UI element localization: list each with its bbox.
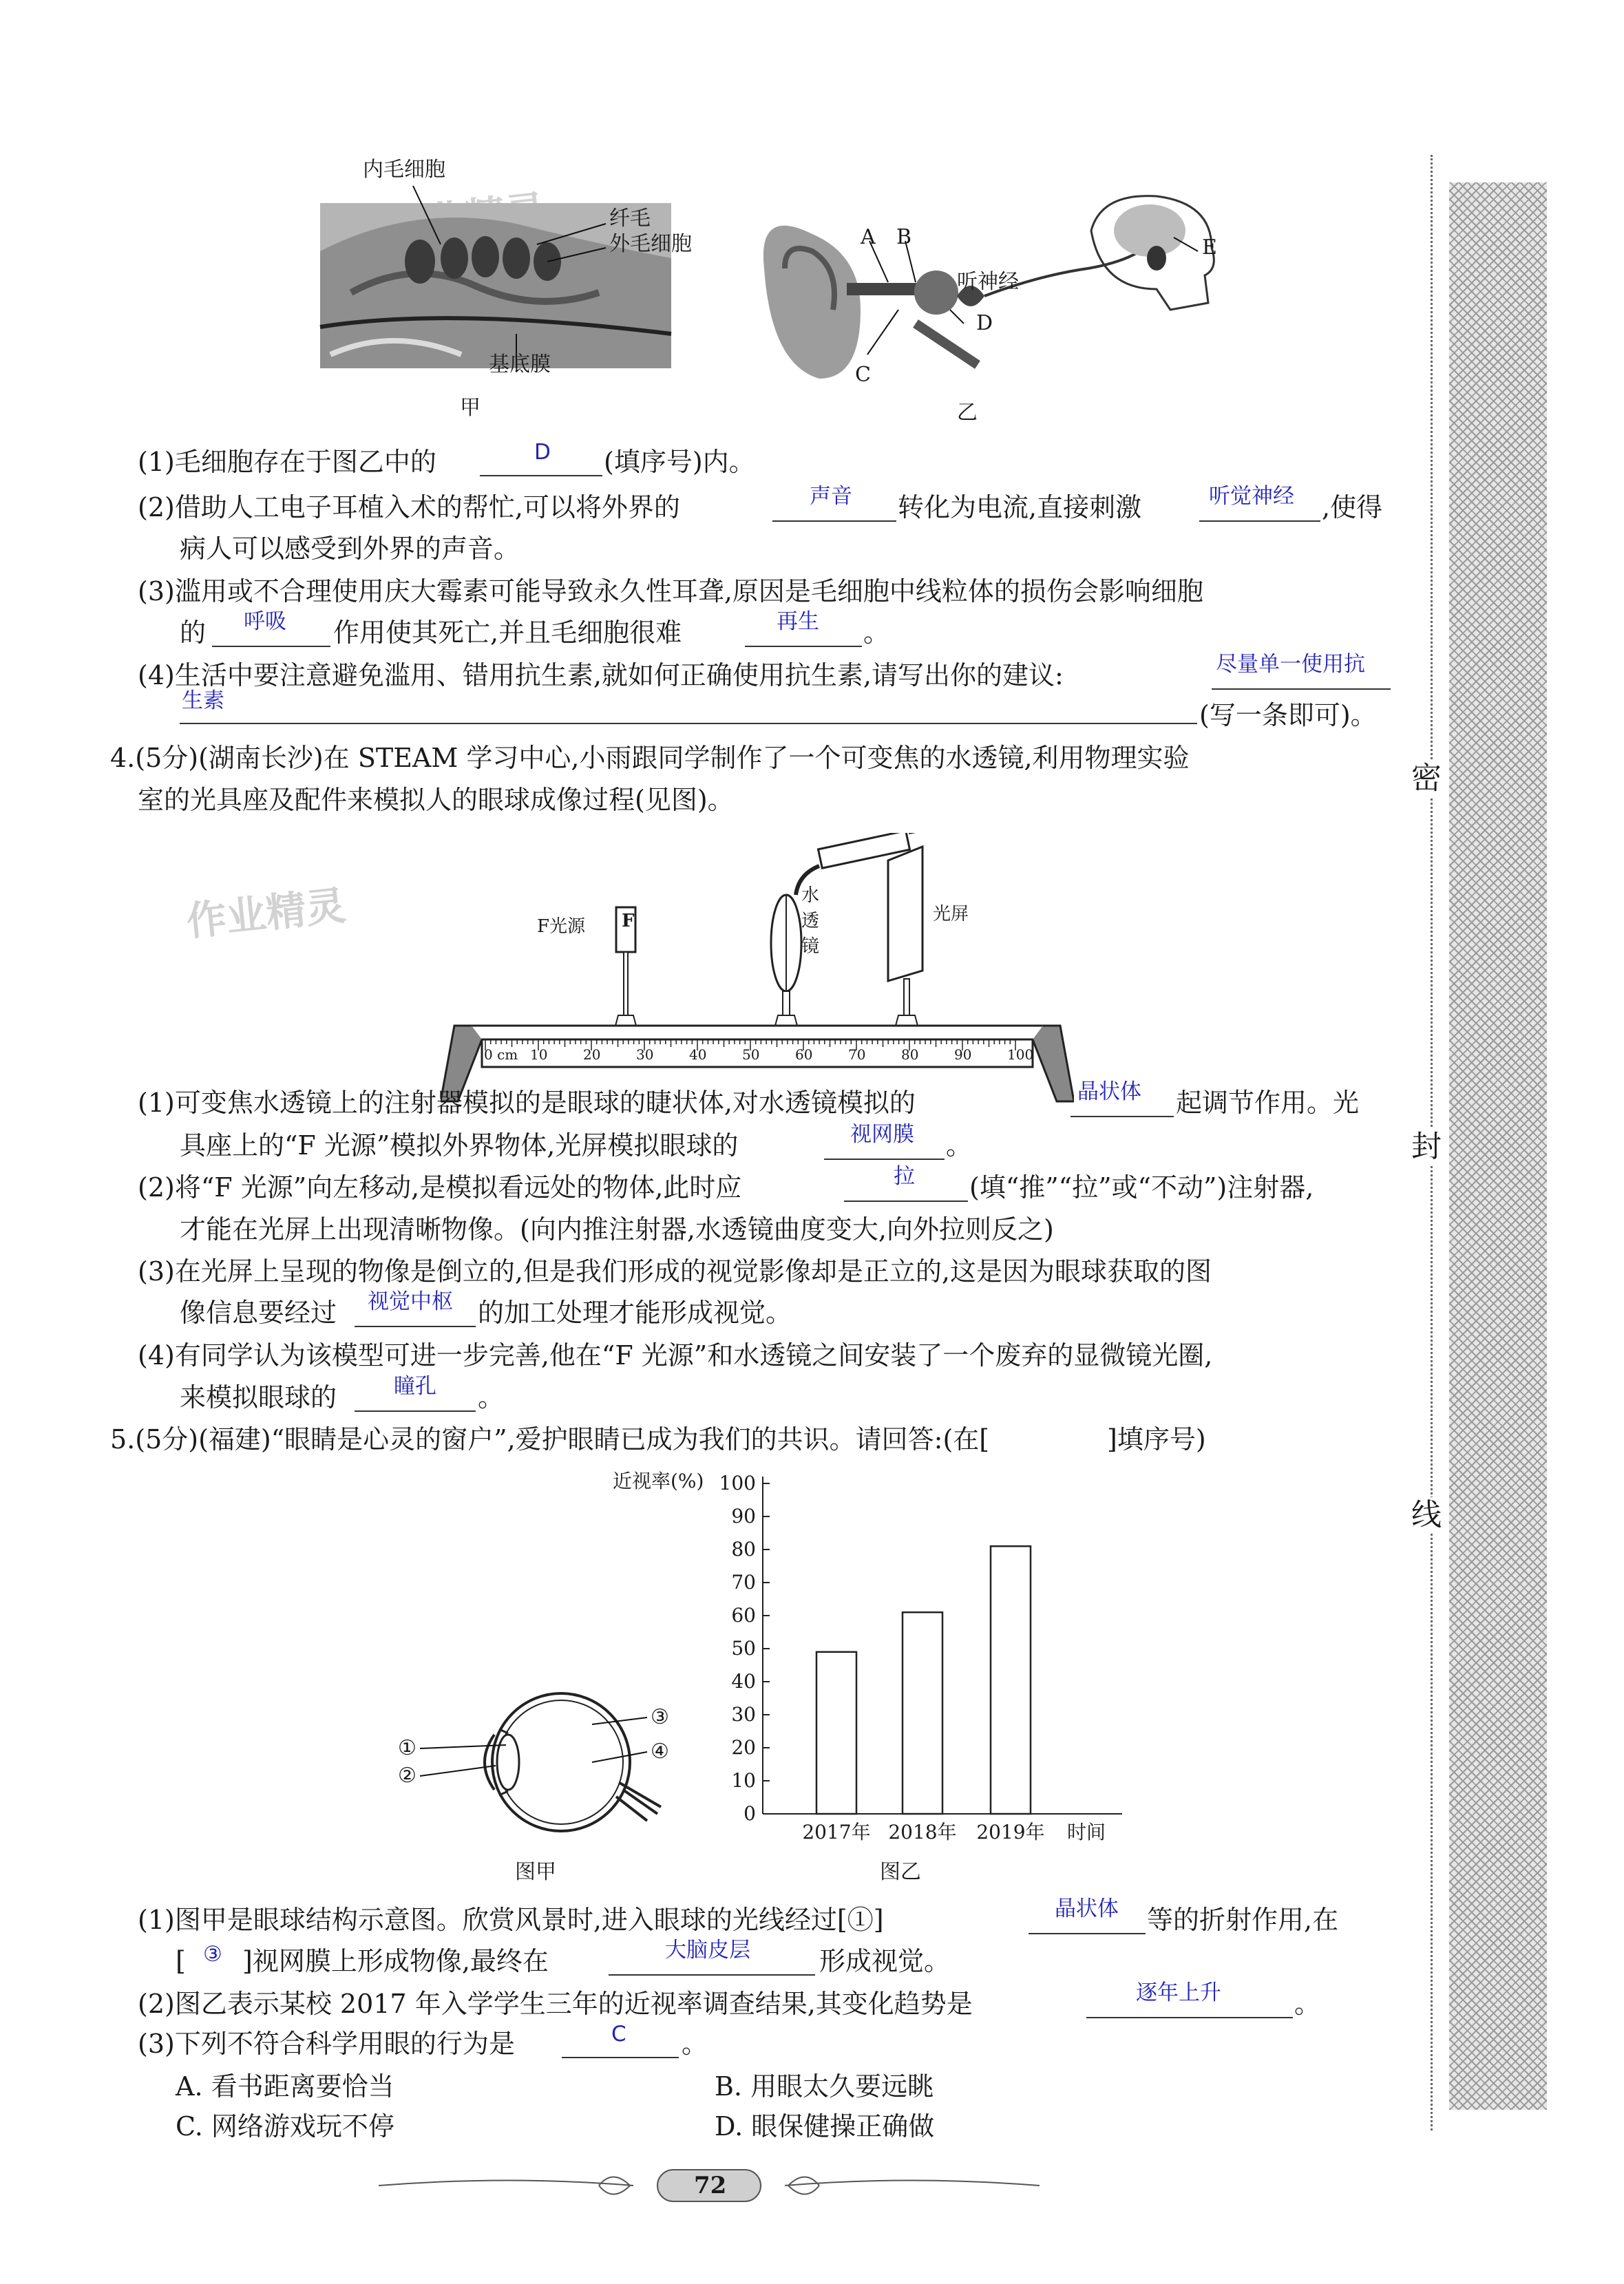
q3-s2-pre: (2)借助人工电子耳植入术的帮忙,可以将外界的 bbox=[138, 492, 680, 522]
figure-caption-yi: 乙 bbox=[957, 401, 978, 425]
scale-label: 50 bbox=[742, 1046, 760, 1063]
bar-2019年 bbox=[991, 1546, 1031, 1814]
label-basilar-membrane: 基底膜 bbox=[489, 352, 551, 377]
q3-s3-answer1: 呼吸 bbox=[244, 609, 286, 634]
figure-caption-eye: 图甲 bbox=[515, 1860, 556, 1884]
q4-s1-line2-pre: 具座上的“F 光源”模拟外界物体,光屏模拟眼球的 bbox=[180, 1130, 739, 1161]
answer-blank bbox=[355, 1326, 476, 1327]
q3-s4-answer1: 尽量单一使用抗 bbox=[1216, 652, 1365, 677]
figure-eye-jia bbox=[386, 1666, 702, 1865]
q4-s2-line2: 才能在光屏上出现清晰物像。(向内推注射器,水透镜曲度变大,向外拉则反之) bbox=[180, 1214, 1054, 1245]
q5-s2-answer: 逐年上升 bbox=[1136, 1980, 1221, 2005]
q3-s2-answer2: 听觉神经 bbox=[1209, 484, 1294, 509]
q5-s1-answer2: ③ bbox=[203, 1942, 222, 1967]
label-E: E bbox=[1202, 235, 1217, 260]
q3-s3-pre: 的 bbox=[180, 617, 207, 648]
answer-blank bbox=[480, 475, 602, 476]
answer-blank bbox=[824, 1159, 945, 1160]
label-f-source: F光源 bbox=[537, 916, 586, 937]
q4-s3-answer: 视觉中枢 bbox=[368, 1289, 453, 1314]
label-A: A bbox=[861, 225, 876, 249]
watermark: 作业精灵 bbox=[184, 882, 348, 945]
y-tick-label: 100 bbox=[719, 1472, 756, 1494]
q4-s1-answer2: 视网膜 bbox=[850, 1122, 914, 1147]
scale-label: 60 bbox=[795, 1046, 813, 1063]
answer-blank bbox=[562, 2057, 679, 2058]
q4-s3-post: 的加工处理才能形成视觉。 bbox=[478, 1298, 792, 1328]
scale-label: 40 bbox=[689, 1046, 707, 1063]
q5-s3-post: 。 bbox=[682, 2029, 708, 2059]
figure-cochlea-jia bbox=[310, 148, 682, 437]
label-lens-char2: 透 bbox=[801, 911, 820, 931]
y-tick-label: 0 bbox=[744, 1802, 756, 1825]
y-tick-label: 70 bbox=[731, 1571, 756, 1594]
scale-label: 30 bbox=[636, 1046, 654, 1063]
seal-char-xian: 线 bbox=[1404, 1497, 1448, 1534]
scale-label: 20 bbox=[583, 1046, 601, 1063]
scale-label: 100 bbox=[1007, 1046, 1034, 1063]
q4-s1-line2-post: 。 bbox=[946, 1130, 973, 1161]
q4-s3-line1: (3)在光屏上呈现的物像是倒立的,但是我们形成的视觉影像却是正立的,这是因为眼球获取的图 bbox=[138, 1256, 1212, 1287]
q3-s1-pre: (1)毛细胞存在于图乙中的 bbox=[138, 447, 436, 477]
q3-s3-mid: 作用使其死亡,并且毛细胞很难 bbox=[333, 617, 682, 648]
y-tick-label: 50 bbox=[731, 1637, 756, 1660]
answer-blank bbox=[1029, 1933, 1146, 1934]
answer-blank bbox=[745, 646, 862, 647]
answer-blank bbox=[212, 646, 330, 647]
x-tick-label: 2019年 bbox=[976, 1821, 1045, 1843]
bar-2018年 bbox=[903, 1612, 942, 1814]
q3-s3-answer2: 再生 bbox=[777, 609, 819, 634]
q4-s4-answer: 瞳孔 bbox=[394, 1374, 436, 1399]
q5-s1-answer: 晶状体 bbox=[1055, 1896, 1119, 1921]
label-D: D bbox=[976, 311, 993, 335]
myopia-bar-chart bbox=[709, 1466, 1136, 1852]
q3-s4-line1: (4)生活中要注意避免滥用、错用抗生素,就如何正确使用抗生素,请写出你的建议: bbox=[138, 660, 1064, 690]
label-lens-char3: 镜 bbox=[801, 936, 820, 957]
q3-s2-line2: 病人可以感受到外界的声音。 bbox=[180, 533, 520, 564]
y-tick-label: 90 bbox=[731, 1505, 756, 1527]
eye-label-1: ① bbox=[398, 1736, 416, 1760]
chart-ylabel: 近视率(%) bbox=[613, 1470, 704, 1492]
scale-label: 0 cm bbox=[484, 1046, 518, 1063]
option-c: C. 网络游戏玩不停 bbox=[176, 2111, 394, 2142]
answer-blank bbox=[355, 1410, 476, 1412]
option-d: D. 眼保健操正确做 bbox=[715, 2111, 935, 2142]
q3-s2-mid: 转化为电流,直接刺激 bbox=[898, 492, 1142, 522]
answer-blank bbox=[1086, 2017, 1293, 2018]
q5-s1-bracket-open: [ bbox=[176, 1946, 186, 1976]
option-b: B. 用眼太久要远眺 bbox=[715, 2071, 934, 2102]
q4-s4-line1: (4)有同学认为该模型可进一步完善,他在“F 光源”和水透镜之间安装了一个废弃的显微镜光圈, bbox=[138, 1340, 1213, 1371]
q5-s1-answer3: 大脑皮层 bbox=[665, 1938, 750, 1963]
label-B: B bbox=[896, 225, 912, 249]
q4-s1-answer: 晶状体 bbox=[1077, 1079, 1141, 1104]
q4-s1-pre: (1)可变焦水透镜上的注射器模拟的是眼球的睫状体,对水透镜模拟的 bbox=[138, 1088, 916, 1118]
answer-blank bbox=[1212, 688, 1391, 690]
x-tick-label: 2017年 bbox=[802, 1821, 871, 1843]
label-f-letter: F bbox=[622, 911, 635, 931]
q3-s1-post: (填序号)内。 bbox=[604, 447, 755, 477]
q5-s2-pre: (2)图乙表示某校 2017 年入学学生三年的近视率调查结果,其变化趋势是 bbox=[138, 1989, 973, 2019]
answer-blank bbox=[772, 520, 896, 522]
x-tick-label: 2018年 bbox=[888, 1821, 957, 1843]
answer-blank bbox=[180, 723, 1197, 724]
q5-intro-end: ]填序号) bbox=[1107, 1424, 1206, 1455]
scale-label: 70 bbox=[848, 1046, 866, 1063]
label-outer-hair-cell: 外毛细胞 bbox=[609, 232, 692, 256]
q4-s1-post: 起调节作用。光 bbox=[1176, 1088, 1360, 1118]
decorative-sidebar-pattern bbox=[1449, 182, 1547, 2110]
y-tick-label: 60 bbox=[731, 1604, 756, 1627]
q4-intro-line2: 室的光具座及配件来模拟人的眼球成像过程(见图)。 bbox=[138, 785, 734, 815]
answer-blank bbox=[844, 1201, 968, 1202]
q3-s2-answer1: 声音 bbox=[810, 484, 852, 509]
q4-s2-pre: (2)将“F 光源”向左移动,是模拟看远处的物体,此时应 bbox=[138, 1172, 742, 1203]
figure-optical-bench bbox=[441, 833, 1074, 1115]
seal-char-feng: 封 bbox=[1404, 1129, 1448, 1165]
y-tick-label: 80 bbox=[731, 1538, 756, 1561]
label-cilia: 纤毛 bbox=[609, 207, 651, 231]
answer-blank bbox=[1199, 520, 1320, 522]
q5-s1-line2-mid: ]视网膜上形成物像,最终在 bbox=[242, 1946, 549, 1976]
eye-label-4: ④ bbox=[651, 1740, 669, 1764]
eye-label-3: ③ bbox=[651, 1705, 669, 1729]
q3-s3-post: 。 bbox=[863, 617, 890, 648]
seal-char-mi: 密 bbox=[1404, 761, 1448, 797]
y-tick-label: 20 bbox=[731, 1736, 756, 1759]
q5-s1-line2-post: 形成视觉。 bbox=[819, 1946, 951, 1976]
q5-s1-pre: (1)图甲是眼球结构示意图。欣赏风景时,进入眼球的光线经过[①] bbox=[138, 1905, 884, 1935]
answer-blank bbox=[1071, 1116, 1174, 1117]
q5-s3-pre: (3)下列不符合科学用眼的行为是 bbox=[138, 2029, 515, 2059]
label-auditory-nerve: 听神经 bbox=[957, 270, 1019, 294]
scale-label: 90 bbox=[954, 1046, 972, 1063]
label-lens-char1: 水 bbox=[801, 885, 820, 906]
q5-intro: 5.(5分)(福建)“眼睛是心灵的窗户”,爱护眼睛已成为我们的共识。请回答:(在[ bbox=[110, 1424, 990, 1455]
eye-label-2: ② bbox=[398, 1764, 416, 1788]
label-C: C bbox=[855, 363, 871, 387]
page-number: 72 bbox=[694, 2172, 727, 2199]
q3-s2-post: ,使得 bbox=[1322, 492, 1383, 522]
q5-s2-post: 。 bbox=[1294, 1989, 1321, 2019]
figure-caption-chart: 图乙 bbox=[880, 1860, 921, 1884]
q3-s4-post: (写一条即可)。 bbox=[1199, 700, 1377, 730]
q4-intro-line1: 4.(5分)(湖南长沙)在 STEAM 学习中心,小雨跟同学制作了一个可变焦的水透镜,利用物理实验 bbox=[110, 743, 1190, 773]
scale-label: 80 bbox=[901, 1046, 919, 1063]
label-inner-hair-cell: 内毛细胞 bbox=[363, 158, 445, 182]
q3-s3-line1: (3)滥用或不合理使用庆大霉素可能导致永久性耳聋,原因是毛细胞中线粒体的损伤会影响细胞 bbox=[138, 576, 1203, 606]
q4-s4-post: 。 bbox=[478, 1382, 505, 1413]
y-tick-label: 40 bbox=[731, 1670, 756, 1693]
q3-s1-answer: D bbox=[534, 440, 551, 465]
bar-2017年 bbox=[816, 1652, 856, 1814]
label-screen: 光屏 bbox=[933, 904, 969, 924]
figure-caption-jia: 甲 bbox=[460, 396, 481, 420]
option-a: A. 看书距离要恰当 bbox=[176, 2071, 394, 2102]
figure-ear-yi bbox=[744, 193, 1239, 413]
chart-xlabel: 时间 bbox=[1066, 1821, 1106, 1843]
scale-label: 10 bbox=[530, 1046, 548, 1063]
q3-s4-answer2: 生素 bbox=[182, 688, 224, 713]
q5-s1-post: 等的折射作用,在 bbox=[1147, 1905, 1339, 1935]
q4-s2-answer: 拉 bbox=[894, 1164, 915, 1189]
q4-s4-pre: 来模拟眼球的 bbox=[180, 1382, 337, 1413]
q4-s3-pre: 像信息要经过 bbox=[180, 1298, 337, 1328]
answer-blank bbox=[609, 1974, 815, 1976]
y-tick-label: 30 bbox=[731, 1703, 756, 1726]
y-tick-label: 10 bbox=[731, 1769, 756, 1792]
q5-s3-answer: C bbox=[611, 2022, 626, 2047]
q4-s2-post: (填“推”“拉”或“不动”)注射器, bbox=[969, 1172, 1314, 1203]
